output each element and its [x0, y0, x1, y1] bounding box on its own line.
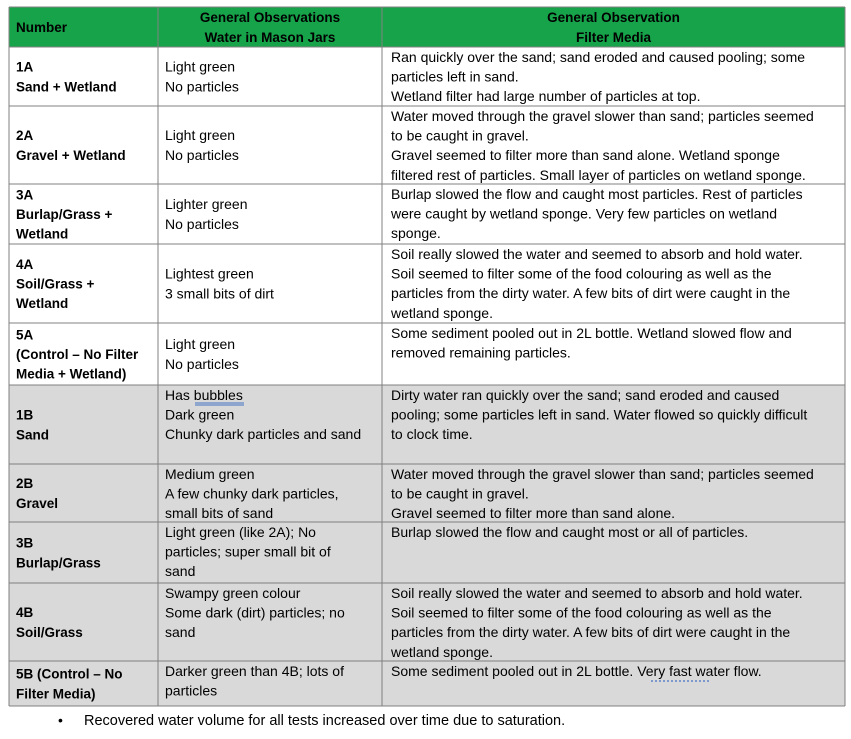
cell-media-line: Soil seemed to filter some of the food colouring as well as the — [391, 604, 772, 621]
cell-media-line: to be caught in gravel. — [391, 485, 529, 502]
cell-jar-line: Has bubbles — [165, 387, 243, 403]
cell-media-line: Gravel seemed to filter more than sand alone. Wetland sponge — [391, 147, 780, 164]
cell-number-line: 3B — [16, 535, 34, 551]
cell-number-line: Soil/Grass + — [16, 276, 95, 292]
cell-jar-line: particles — [165, 682, 218, 699]
cell-number-line: 4B — [16, 605, 34, 621]
cell-jar-line: Swampy green colour — [165, 585, 301, 601]
footnote-bullet: • — [58, 712, 63, 728]
cell-media-line: to clock time. — [391, 426, 473, 443]
cell-number-line: Gravel — [16, 495, 59, 511]
footnote-text: Recovered water volume for all tests increased over time due to saturation. — [84, 713, 566, 729]
cell-media — [391, 524, 748, 540]
cell-jar-line: Chunky dark particles and sand — [165, 426, 362, 443]
cell-media — [391, 663, 762, 679]
header-jar-line: Water in Mason Jars — [204, 29, 336, 45]
cell-number-line: Sand + Wetland — [16, 79, 117, 95]
cell-number-line: Wetland — [16, 296, 69, 312]
cell-jar-line: Medium green — [165, 466, 255, 482]
header-jar-line: General Observations — [199, 10, 341, 26]
cell-jar-line: Lighter green — [165, 196, 248, 213]
cell-media-line: Wetland filter had large number of particles at top. — [391, 88, 701, 105]
cell-media-line: sponge. — [391, 225, 441, 242]
cell-number-line: Wetland — [16, 226, 69, 242]
cell-media-line: pooling; some particles left in sand. Water flowed so quickly difficult — [391, 406, 808, 423]
cell-number-line: Burlap/Grass + — [16, 207, 113, 222]
cell-jar-line: sand — [165, 624, 196, 641]
cell-media-line: were caught by wetland sponge. Very few particles on wetland — [391, 205, 778, 222]
cell-jar-line: Light green — [165, 336, 236, 353]
cell-media-line: Burlap slowed the flow and caught most or all of particles. — [391, 524, 749, 540]
cell-number-line: 2A — [16, 128, 34, 144]
cell-jar-line: No particles — [165, 146, 239, 163]
cell-media-line: Soil really slowed the water and seemed to absorb and hold water. — [391, 585, 803, 601]
cell-jar-line: No particles — [165, 215, 239, 232]
cell-media-line: Gravel seemed to filter more than sand alone. — [391, 505, 676, 522]
cell-number-line: Sand — [16, 427, 50, 443]
header-number — [16, 20, 68, 35]
cell-number-line: 1A — [16, 59, 34, 75]
cell-media-line: Soil seemed to filter some of the food colouring as well as the — [391, 265, 772, 282]
cell-number-line: 5A — [16, 327, 34, 343]
cell-number-line: 4A — [16, 256, 34, 272]
cell-jar-line: Light green (like 2A); No — [165, 524, 316, 540]
cell-number-line: Media + Wetland) — [16, 366, 127, 382]
cell-media-line: Soil really slowed the water and seemed to absorb and hold water. — [391, 246, 803, 262]
cell-media-line: Ran quickly over the sand; sand eroded and caused pooling; some — [391, 49, 806, 65]
cell-number-line: 3A — [16, 187, 34, 203]
cell-jar-line: particles; super small bit of — [165, 543, 331, 560]
cell-jar-line: Light green — [165, 127, 236, 144]
cell-media-line: Burlap slowed the flow and caught most particles. Rest of particles — [391, 186, 803, 202]
cell-jar-line: A few chunky dark particles, — [165, 485, 339, 502]
header-row-bg — [9, 7, 845, 47]
header-media-line: Filter Media — [575, 29, 652, 45]
cell-media-line: Some sediment pooled out in 2L bottle. Wetland slowed flow and — [391, 325, 792, 341]
cell-media-line: filtered rest of particles. Small layer of particles on wetland sponge. — [391, 166, 806, 183]
cell-jar-line: small bits of sand — [165, 505, 274, 522]
cell-jar-line: sand — [165, 563, 196, 580]
header-media-line: General Observation — [547, 10, 680, 26]
cell-media-line: removed remaining particles. — [391, 344, 571, 361]
cell-number-line: 1B — [16, 407, 34, 423]
cell-jar-line: Darker green than 4B; lots of — [165, 663, 344, 679]
cell-jar-line: Some dark (dirt) particles; no — [165, 604, 345, 621]
cell-media-line: to be caught in gravel. — [391, 127, 529, 144]
cell-number-line: 2B — [16, 476, 34, 492]
cell-number-line: (Control – No Filter — [16, 347, 139, 362]
cell-jar-line: No particles — [165, 355, 239, 372]
cell-media-line: Dirty water ran quickly over the sand; sand eroded and caused — [391, 387, 780, 403]
cell-media-line: wetland sponge. — [391, 304, 493, 321]
cell-media-line: particles from the dirty water. A few bits of dirt were caught in the — [391, 624, 791, 641]
cell-media-line: Water moved through the gravel slower than sand; particles seemed — [391, 466, 814, 482]
cell-jar-line: No particles — [165, 78, 239, 95]
cell-media-line: Some sediment pooled out in 2L bottle. Very fast water flow. — [391, 663, 762, 679]
cell-number-line: Burlap/Grass — [16, 555, 101, 571]
cell-number-line: 5B (Control – No — [16, 666, 123, 682]
cell-jar-line: Light green — [165, 58, 236, 75]
cell-number-line: Soil/Grass — [16, 624, 83, 640]
cell-jar-line: Lightest green — [165, 265, 254, 282]
cell-media-line: wetland sponge. — [391, 643, 493, 660]
observation-table — [9, 7, 845, 706]
cell-number-line: Gravel + Wetland — [16, 147, 126, 163]
cell-media-line: particles left in sand. — [391, 68, 519, 85]
cell-jar-line: Dark green — [165, 406, 235, 423]
cell-media-line: particles from the dirty water. A few bits of dirt were caught in the — [391, 285, 791, 302]
cell-media-line: Water moved through the gravel slower than sand; particles seemed — [391, 108, 814, 124]
footnote — [58, 712, 565, 729]
cell-number-line: Filter Media) — [16, 686, 96, 702]
header-number-line: Number — [16, 20, 68, 35]
cell-jar-line: 3 small bits of dirt — [165, 285, 274, 302]
